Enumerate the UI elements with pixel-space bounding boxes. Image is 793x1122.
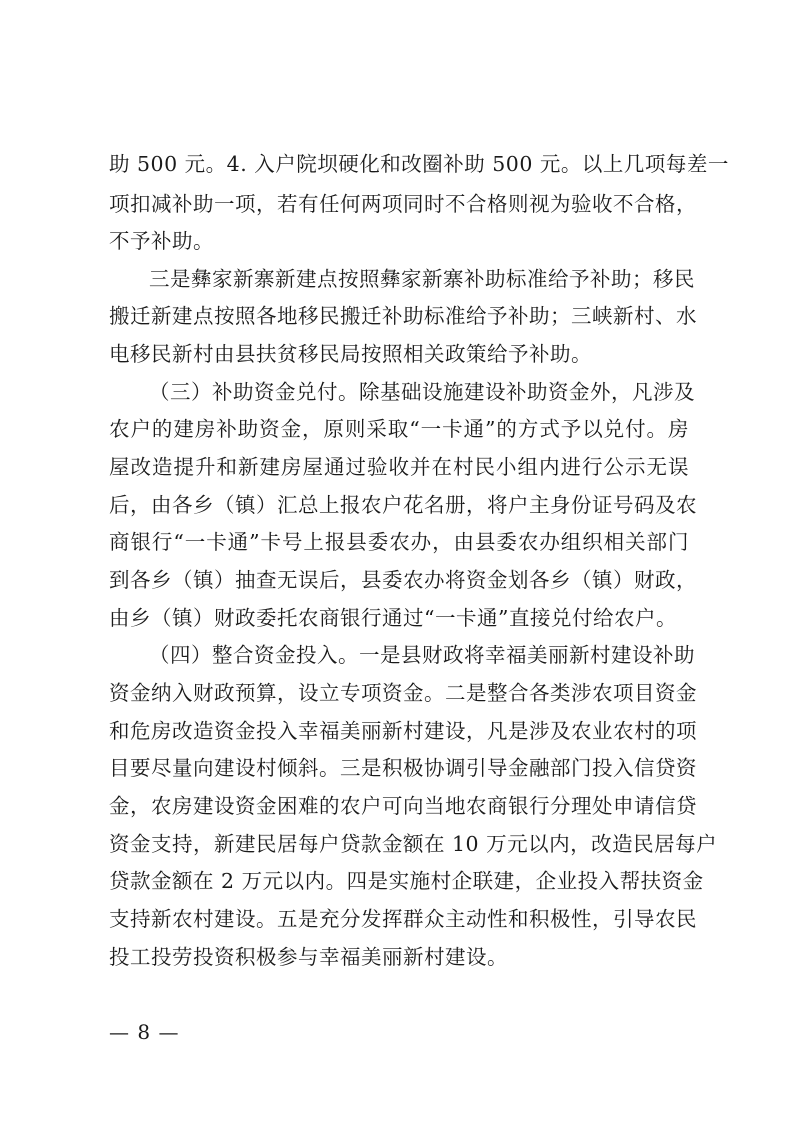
paragraph-start-line: 三是彝家新寨新建点按照彝家新寨补助标准给予补助；移民 bbox=[149, 267, 695, 291]
body-text-line: 搬迁新建点按照各地移民搬迁补助标准给予补助；三峡新村、水 bbox=[109, 304, 697, 328]
body-text-line: 后，由各乡（镇）汇总上报农户花名册，将户主身份证号码及农 bbox=[109, 493, 697, 517]
body-text-line: 和危房改造资金投入幸福美丽新村建设，凡是涉及农业农村的项 bbox=[109, 719, 697, 743]
body-text-line: 由乡（镇）财政委托农商银行通过“一卡通”直接兑付给农户。 bbox=[109, 606, 677, 630]
body-text-line: 农户的建房补助资金，原则采取“一卡通”的方式予以兑付。房 bbox=[109, 417, 689, 441]
body-text-line: 资金支持，新建民居每户贷款金额在 10 万元以内，改造民居每户 bbox=[109, 832, 718, 856]
body-text-line: 支持新农村建设。五是充分发挥群众主动性和积极性，引导农民 bbox=[109, 907, 697, 931]
body-text-line: 金，农房建设资金困难的农户可向当地农商银行分理处申请信贷 bbox=[109, 794, 697, 818]
page-number: — 8 — bbox=[109, 1020, 180, 1044]
body-text-line: 贷款金额在 2 万元以内。四是实施村企联建，企业投入帮扶资金 bbox=[109, 869, 704, 893]
body-text-line: 项扣减补助一项，若有任何两项同时不合格则视为验收不合格， bbox=[109, 192, 697, 216]
body-text-line: 屋改造提升和新建房屋通过验收并在村民小组内进行公示无误 bbox=[109, 455, 689, 479]
body-text-line: 商银行“一卡通”卡号上报县委农办，由县委农办组织相关部门 bbox=[109, 530, 689, 554]
body-text-line: 目要尽量向建设村倾斜。三是积极协调引导金融部门投入信贷资 bbox=[109, 756, 697, 780]
section-heading-line: （四）整合资金投入。一是县财政将幸福美丽新村建设补助 bbox=[149, 643, 695, 667]
body-text-line: 不予补助。 bbox=[109, 229, 214, 253]
body-text-line: 到各乡（镇）抽查无误后，县委农办将资金划各乡（镇）财政， bbox=[109, 568, 697, 592]
body-text-line: 电移民新村由县扶贫移民局按照相关政策给予补助。 bbox=[109, 342, 592, 366]
body-text-line: 投工投劳投资积极参与幸福美丽新村建设。 bbox=[109, 945, 508, 969]
body-text-line: 资金纳入财政预算，设立专项资金。二是整合各类涉农项目资金 bbox=[109, 681, 697, 705]
body-text-line: 助 500 元。4. 入户院坝硬化和改圈补助 500 元。以上几项每差一 bbox=[109, 152, 729, 176]
section-heading-line: （三）补助资金兑付。除基础设施建设补助资金外，凡涉及 bbox=[149, 380, 695, 404]
